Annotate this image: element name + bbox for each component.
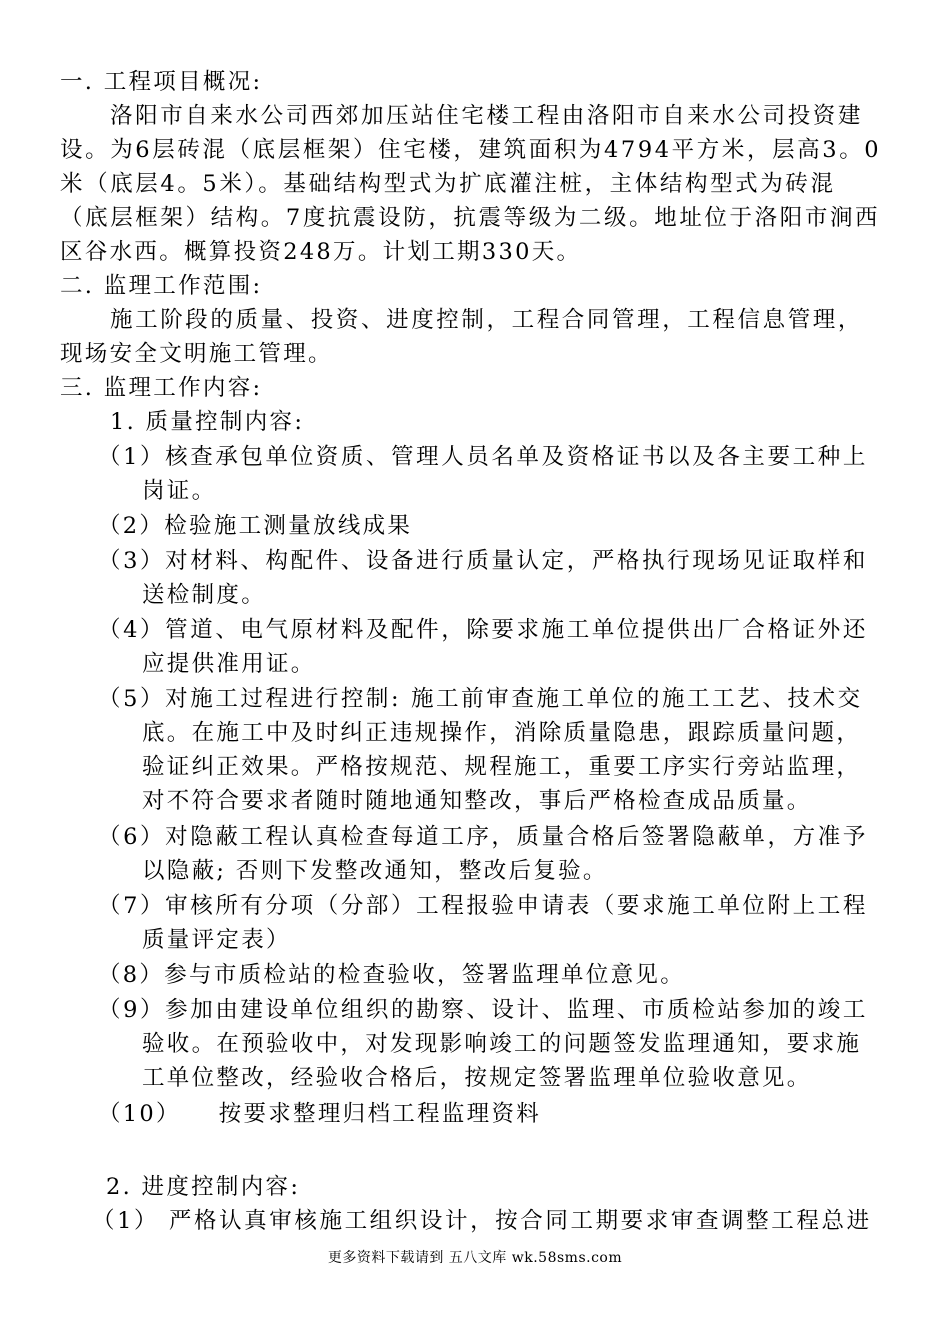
list-item-continuation: 以隐蔽; 否则下发整改通知，整改后复验。 [142, 858, 608, 884]
section1-heading: 一. 工程项目概况: [60, 69, 263, 95]
list-item: （4）管道、电气原材料及配件，除要求施工单位提供出厂合格证外还 [98, 617, 868, 643]
section1-para-line: （底层框架）结构。7度抗震设防，抗震等级为二级。地址位于洛阳市涧西 [60, 205, 881, 231]
list-item-continuation: 底。在施工中及时纠正违规操作，消除质量隐患，跟踪质量问题， [142, 720, 862, 746]
section2-para-line: 施工阶段的质量、投资、进度控制，工程合同管理，工程信息管理， [110, 307, 864, 333]
list-item-continuation: 验收。在预验收中，对发现影响竣工的问题签发监理通知，要求施 [142, 1031, 862, 1057]
section1-para-line: 设。为6层砖混（底层框架）住宅楼，建筑面积为4794平方米，层高3。0 [60, 137, 882, 163]
list-item: （1） 严格认真审核施工组织设计，按合同工期要求审查调整工程总进 [92, 1208, 872, 1234]
footer-note: 更多资料下载请到 五八文库 wk.58sms.com [327, 1250, 623, 1266]
list-item-continuation: 对不符合要求者随时随地通知整改，事后严格检查成品质量。 [142, 788, 812, 814]
quality-control-subheading: 1. 质量控制内容: [110, 409, 305, 435]
list-item: （2）检验施工测量放线成果 [98, 513, 413, 539]
list-item-continuation: 送检制度。 [142, 582, 267, 608]
section3-heading: 三. 监理工作内容: [60, 375, 263, 401]
section1-para-line: 米（底层4。5米）。基础结构型式为扩底灌注桩，主体结构型式为砖混 [60, 171, 836, 197]
section1-para-line: 洛阳市自来水公司西郊加压站住宅楼工程由洛阳市自来水公司投资建 [110, 103, 864, 129]
list-item: （5）对施工过程进行控制: 施工前审查施工单位的施工工艺、技术交 [98, 686, 863, 712]
list-item-continuation: 质量评定表） [142, 927, 291, 953]
schedule-control-subheading: 2. 进度控制内容: [106, 1174, 301, 1200]
list-item-continuation: 应提供准用证。 [142, 651, 316, 677]
list-item: （8）参与市质检站的检查验收，签署监理单位意见。 [98, 962, 686, 988]
list-item: （7）审核所有分项（分部）工程报验申请表（要求施工单位附上工程 [98, 893, 868, 919]
section2-heading: 二. 监理工作范围: [60, 273, 263, 299]
list-item: （6）对隐蔽工程认真检查每道工序，质量合格后签署隐蔽单，方准予 [98, 824, 868, 850]
list-item: （9）参加由建设单位组织的勘察、设计、监理、市质检站参加的竣工 [98, 997, 868, 1023]
list-item: （1）核查承包单位资质、管理人员名单及资格证书以及各主要工种上 [98, 444, 868, 470]
section2-para-line: 现场安全文明施工管理。 [60, 341, 333, 367]
list-item-continuation: 岗证。 [142, 478, 217, 504]
list-item: （3）对材料、构配件、设备进行质量认定，严格执行现场见证取样和 [98, 548, 868, 574]
list-item: （10） 按要求整理归档工程监理资料 [98, 1101, 542, 1127]
section1-para-line: 区谷水西。概算投资248万。计划工期330天。 [60, 239, 582, 265]
list-item-continuation: 验证纠正效果。严格按规范、规程施工，重要工序实行旁站监理， [142, 754, 862, 780]
list-item-continuation: 工单位整改，经验收合格后，按规定签署监理单位验收意见。 [142, 1065, 812, 1091]
